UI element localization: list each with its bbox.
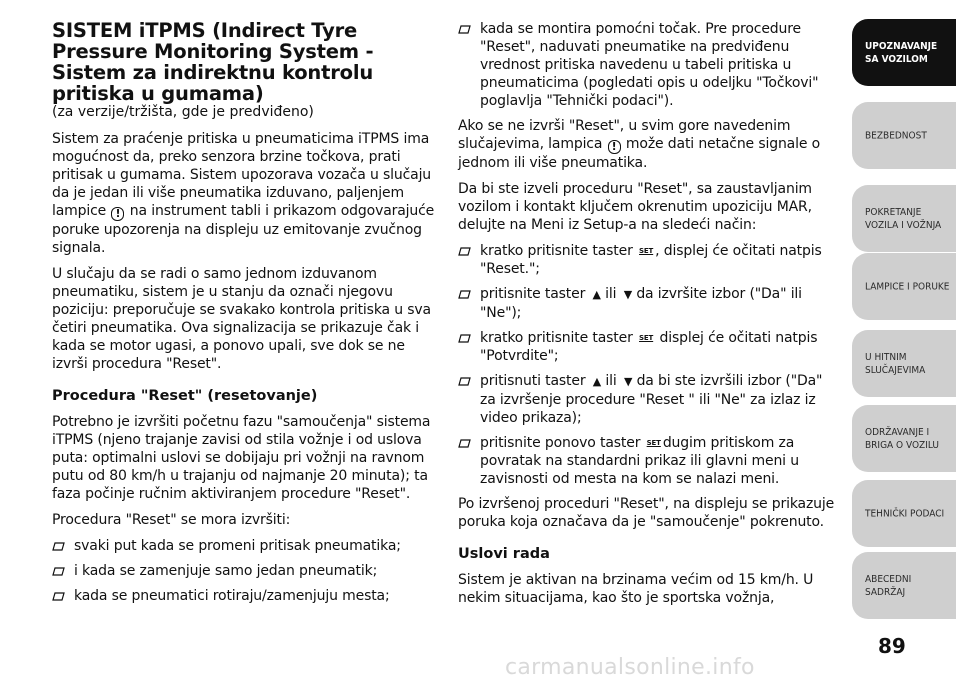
page-number: 89 — [878, 634, 906, 658]
text: , displej će očitati natpis "Reset."; — [480, 243, 822, 277]
tab-label: U HITNIM SLUČAJEVIMA — [865, 351, 926, 376]
text: pritisnite ponovo taster — [480, 435, 641, 451]
text: kratko pritisnite taster — [480, 243, 633, 259]
list-item-text: kada se montira pomoćni točak. Pre procedure "Reset", naduvati pneumatike na predviđenu vrednost pritiska navedenu u tabeli pritiska u pneumaticima (pogledati opis u odeljku "Točkovi" poglavlja "Tehnički podaci"). — [480, 21, 819, 109]
list-item — [458, 242, 838, 278]
text: pritisnite taster — [480, 286, 586, 302]
paragraph-text: može dati netačne signale o jednom ili više pneumatika. — [458, 136, 821, 171]
bullet-icon — [458, 334, 474, 343]
bullet-icon — [52, 542, 68, 551]
up-arrow-icon: ▲ — [592, 288, 601, 301]
text: dugim pritiskom za povratak na standardni prikaz ili glavni meni u zavisnosti od mesta na kom se nalazi meni. — [480, 435, 799, 487]
paragraph: U slučaju da se radi o samo jednom izduvanom pneumatiku, sistem je u stanju da označi njegovu poziciju: preporučuje se svakako kontrola pritiska u sva četiri pneumatika. Ova signalizacija se prikazuje čak i kada se motor ugasi, a ponovo upali, sve dok se ne izvrši procedura "Reset". — [52, 266, 431, 372]
text: da bi ste izvršili izbor ("Da" za izvršenje procedure "Reset " ili "Ne" za izlaz iz video prikaza); — [480, 373, 823, 426]
list-item-text — [480, 372, 838, 427]
left-column — [52, 20, 436, 612]
text: kratko pritisnite taster — [480, 330, 633, 346]
paragraph-text: Sistem za praćenje pritiska u pneumaticima iTPMS ima mogućnost da, preko senzora brzine točkova, prati pritisak u gumama. Sistem upozorava vozača u slučaju da je jedan ili više pneumatika izduvano, paljenjem lampice — [52, 131, 432, 219]
tab-lampice-i-poruke[interactable] — [852, 253, 956, 320]
paragraph: Po izvršenoj proceduri "Reset", na displeju se prikazuje poruka koja označava da je "samoučenje" pokrenuto. — [458, 496, 835, 530]
list-item-text: svaki put kada se promeni pritisak pneumatika; — [74, 538, 401, 554]
tab-tehnicki-podaci[interactable] — [852, 480, 956, 547]
set-button-icon: SET — [639, 247, 654, 255]
tab-odrzavanje[interactable] — [852, 405, 956, 472]
list-item — [458, 329, 838, 365]
tab-label: LAMPICE I PORUKE — [865, 281, 950, 292]
text: da izvršite izbor ("Da" ili "Ne"); — [480, 286, 802, 321]
list-item — [458, 20, 838, 110]
list-item-text — [480, 285, 838, 322]
down-arrow-icon: ▼ — [623, 375, 633, 388]
set-button-icon: SET — [639, 334, 654, 342]
tab-upoznavanje-sa-vozilom[interactable] — [852, 19, 956, 86]
tab-label: POKRETANJE VOZILA I VOŽNJA — [865, 206, 942, 231]
list-item — [52, 537, 436, 555]
tab-label: TEHNIČKI PODACI — [865, 508, 945, 519]
set-button-icon: SET — [646, 439, 661, 447]
tab-label: UPOZNAVANJE SA VOZILOM — [865, 40, 938, 65]
list-item-text — [480, 242, 838, 278]
paragraph: Sistem je aktivan na brzinama većim od 15 km/h. U nekim situacijama, kao što je sportska vožnja, — [458, 572, 814, 606]
bullet-icon — [52, 592, 68, 601]
list-item-text — [480, 329, 838, 365]
paragraph — [458, 117, 838, 172]
list-item — [52, 587, 436, 605]
chapter-sidebar — [852, 0, 960, 678]
tyre-pressure-warning-icon: ! — [111, 207, 124, 221]
tyre-pressure-warning-icon: ! — [608, 140, 621, 154]
list-item — [458, 285, 838, 322]
tab-label: BEZBEDNOST — [865, 130, 927, 141]
paragraph: Procedura "Reset" se mora izvršiti: — [52, 512, 291, 528]
list-item-text: i kada se zamenjuje samo jedan pneumatik; — [74, 563, 378, 579]
bullet-icon — [458, 247, 474, 256]
list-item — [458, 434, 838, 488]
subsection-heading: Uslovi rada — [458, 546, 550, 562]
section-title: SISTEM iTPMS (Indirect Tyre Pressure Monitoring System - Sistem za indirektnu kontrolu pritiska u gumama) — [52, 19, 374, 105]
list-item — [52, 562, 436, 580]
tab-label: ODRŽAVANJE I BRIGA O VOZILU — [865, 426, 939, 451]
list-item-text: kada se pneumatici rotiraju/zamenjuju mesta; — [74, 588, 390, 604]
paragraph: Da bi ste izveli proceduru "Reset", sa zaustavljanim vozilom i kontakt ključem okrenutim upoziciju MAR, delujte na Meni iz Setup-a na sledeći način: — [458, 181, 812, 233]
text: ili — [605, 373, 617, 389]
bullet-icon — [52, 567, 68, 576]
paragraph-text: na instrument tabli i prikazom odgovarajuće poruke upozorenja na displeju uz emitovanje zvučnog signala. — [52, 203, 435, 256]
bullet-icon — [458, 377, 474, 386]
paragraph — [52, 130, 436, 257]
tab-bezbednost[interactable] — [852, 102, 956, 169]
bullet-icon — [458, 25, 474, 34]
tab-abecedni-sadrzaj[interactable] — [852, 552, 956, 619]
section-subtitle: (za verzije/tržišta, gde je predviđeno) — [52, 104, 314, 120]
tab-pokretanje-vozila[interactable] — [852, 185, 956, 252]
paragraph-text: Ako se ne izvrši "Reset", u svim gore navedenim slučajevima, lampica — [458, 118, 791, 152]
down-arrow-icon: ▼ — [623, 288, 632, 301]
subsection-heading: Procedura "Reset" (resetovanje) — [52, 388, 318, 404]
right-column — [458, 20, 838, 615]
list-item — [458, 372, 838, 427]
tab-u-hitnim-slucajevima[interactable] — [852, 330, 956, 397]
bullet-icon — [458, 290, 474, 299]
text: pritisnuti taster — [480, 373, 586, 389]
tab-label: ABECEDNI SADRŽAJ — [865, 573, 912, 598]
watermark: carmanualsonline.info — [505, 655, 755, 680]
list-item-text — [480, 434, 838, 488]
text: displej će očitati natpis "Potvrdite"; — [480, 330, 818, 364]
bullet-icon — [458, 439, 474, 448]
text: ili — [605, 286, 617, 302]
up-arrow-icon: ▲ — [592, 375, 602, 388]
paragraph: Potrebno je izvršiti početnu fazu "samoučenja" sistema iTPMS (njeno trajanje zavisi od stila vožnje i od uslova puta: optimalni uslovi se dobijaju pri vožnji na ravnom putu od 80 km/h u trajanju od najmanje 20 minuta); ta faza počinje ručnim aktiviranjem procedure "Reset". — [52, 414, 431, 502]
